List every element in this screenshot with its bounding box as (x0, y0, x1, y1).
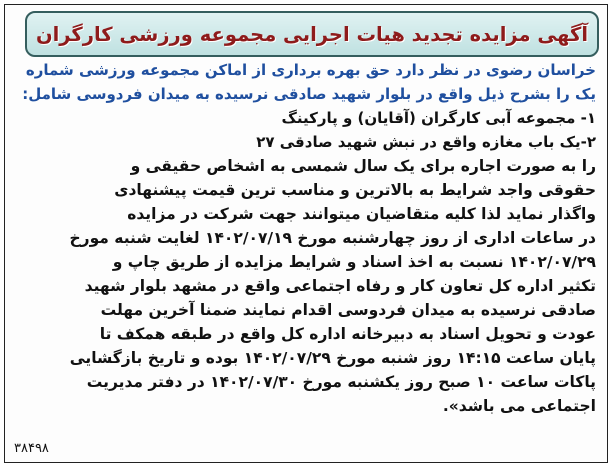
body-line-3: واگذار نماید لذا کلیه متقاضیان میتوانند جهت شرکت در مزایده (127, 205, 596, 223)
body-line-11: اجتماعی می باشد». (442, 397, 596, 415)
notice-title: آگهی مزایده تجدید هیات اجرایی مجموعه ورزشی کارگران (35, 22, 589, 46)
body-line-10: پاکات ساعت ۱۰ صبح روز یکشنبه مورخ ۱۴۰۲/۰۷/۳۰ در دفتر مدیریت (86, 373, 596, 391)
body-line-2: حقوقی واجد شرایط به بالاترین و مناسب ترین قیمت پیشنهادی (114, 181, 596, 199)
body-line-9: پایان ساعت ۱۴:۱۵ روز شنبه مورخ ۱۴۰۲/۰۷/۲۹ بوده و تاریخ بازگشایی (69, 349, 596, 367)
body-line-4: در ساعات اداری از روز چهارشنبه مورخ ۱۴۰۲/۰۷/۱۹ لغایت شنبه مورخ (69, 229, 596, 247)
body-line-1: را به صورت اجاره برای یک سال شمسی به اشخاص حقیقی و (130, 157, 596, 175)
item-1: ۱- مجموعه آبی کارگران (آقایان) و پارکینگ (281, 109, 596, 127)
intro-line-1: خراسان رضوی در نظر دارد حق بهره برداری از اماکن مجموعه ورزشی شماره (25, 61, 596, 79)
body-line-7: صادقی نرسیده به میدان فردوسی اقدام نمایند ضمنا آخرین مهلت (100, 301, 596, 319)
title-banner (25, 11, 599, 57)
body-line-8: عودت و تحویل اسناد به دبیرخانه اداره کل واقع در طبقه همکف تا (99, 325, 596, 343)
reference-number: ۳۸۴۹۸ (14, 441, 49, 456)
body-line-6: تکثیر اداره کل تعاون کار و رفاه اجتماعی واقع در مشهد بلوار شهید (84, 277, 596, 295)
item-2: ۲-یک باب مغازه واقع در نبش شهید صادقی ۲۷ (256, 133, 596, 151)
intro-line-2: یک را بشرح ذیل واقع در بلوار شهید صادقی نرسیده به میدان فردوسی شامل: (22, 85, 596, 103)
body-line-5: ۱۴۰۲/۰۷/۲۹ نسبت به اخذ اسناد و شرایط مزایده از طریق چاپ و (112, 253, 596, 271)
